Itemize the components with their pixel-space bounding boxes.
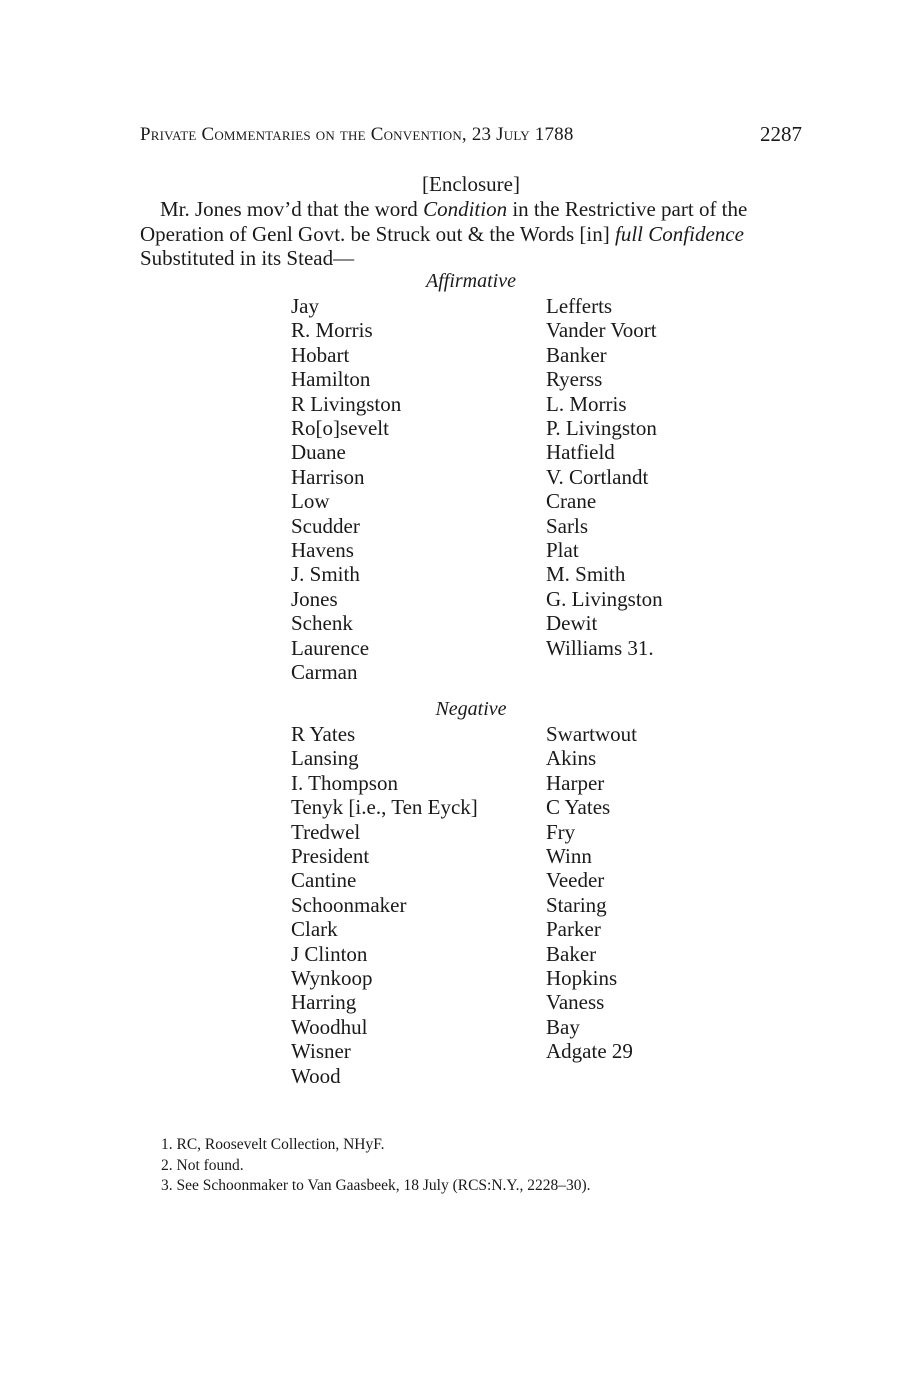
affirmative-name: Sarls — [546, 513, 588, 538]
affirmative-name: Crane — [546, 489, 597, 514]
footnote: 3. See Schoonmaker to Van Gaasbeek, 18 July (RCS:N.Y., 2228–30). — [161, 1177, 591, 1194]
affirmative-name: Williams 31. — [546, 635, 654, 660]
negative-name: Veeder — [546, 868, 605, 893]
affirmative-name: Jones — [291, 586, 338, 611]
negative-name: Woodhul — [291, 1014, 368, 1039]
affirmative-name: J. Smith — [291, 562, 360, 587]
affirmative-right-column — [546, 294, 663, 660]
negative-name: Akins — [546, 746, 597, 771]
negative-name: I. Thompson — [291, 770, 398, 795]
negative-name: Tenyk [i.e., Ten Eyck] — [291, 795, 478, 820]
negative-name: C Yates — [546, 795, 611, 820]
affirmative-name: Scudder — [291, 513, 360, 538]
motion-emphasis-condition: Condition — [423, 197, 508, 221]
negative-name: Bay — [546, 1014, 580, 1039]
affirmative-name: Low — [291, 489, 330, 514]
negative-name: Tredwel — [291, 819, 361, 844]
affirmative-name: R Livingston — [291, 391, 402, 416]
affirmative-name: V. Cortlandt — [546, 464, 649, 489]
affirmative-name: Dewit — [546, 611, 598, 636]
affirmative-name: Jay — [291, 294, 319, 318]
negative-name: Winn — [546, 844, 592, 869]
negative-name: Cantine — [291, 868, 357, 893]
affirmative-name: P. Livingston — [546, 416, 657, 441]
affirmative-heading: Affirmative — [426, 270, 516, 292]
negative-name: Wisner — [291, 1039, 351, 1064]
negative-left-column — [291, 722, 478, 1088]
negative-heading: Negative — [435, 698, 507, 720]
negative-name: Harring — [291, 990, 357, 1015]
motion-paragraph — [140, 197, 806, 271]
affirmative-name: Hatfield — [546, 440, 615, 465]
negative-right-column — [546, 722, 637, 1064]
affirmative-name: Plat — [546, 538, 579, 563]
negative-name: Swartwout — [546, 722, 637, 746]
affirmative-name: G. Livingston — [546, 586, 663, 611]
affirmative-name: Banker — [546, 342, 607, 367]
motion-text-1: Mr. Jones mov’d that the word — [160, 197, 424, 221]
negative-name: Hopkins — [546, 966, 618, 991]
affirmative-name: Havens — [291, 538, 354, 563]
running-head — [140, 124, 802, 152]
affirmative-name: Laurence — [291, 635, 370, 660]
footnote: 1. RC, Roosevelt Collection, NHyF. — [161, 1136, 385, 1153]
negative-name: Wynkoop — [291, 966, 373, 991]
page-number: 2287 — [760, 122, 802, 146]
footnote: 2. Not found. — [161, 1156, 244, 1174]
negative-name: Wood — [291, 1063, 341, 1088]
affirmative-name: Hamilton — [291, 367, 371, 392]
affirmative-name: Schenk — [291, 611, 353, 636]
negative-name: Parker — [546, 917, 601, 942]
affirmative-name: M. Smith — [546, 562, 626, 587]
negative-name: Vaness — [546, 990, 605, 1015]
affirmative-name: L. Morris — [546, 391, 627, 416]
negative-name: R Yates — [291, 722, 356, 746]
negative-name: Staring — [546, 892, 607, 917]
affirmative-name: Duane — [291, 440, 346, 465]
footnotes — [161, 1135, 591, 1197]
motion-text-2: in the Restrictive part of the Operation of Genl Govt. be Struck out & the Words [in] — [140, 197, 748, 246]
negative-name: Clark — [291, 917, 338, 942]
affirmative-name: Ro[o]sevelt — [291, 416, 389, 441]
affirmative-name: Vander Voort — [546, 318, 657, 343]
negative-name: J Clinton — [291, 941, 368, 966]
negative-name: Harper — [546, 770, 605, 795]
negative-name: Lansing — [291, 746, 359, 771]
affirmative-name: Harrison — [291, 464, 365, 489]
affirmative-name: Lefferts — [546, 294, 613, 318]
affirmative-name: Hobart — [291, 342, 350, 367]
enclosure-heading: [Enclosure] — [422, 172, 520, 196]
negative-name: President — [291, 844, 370, 869]
running-title: Private Commentaries on the Convention, 23 July 1788 — [140, 124, 574, 145]
affirmative-left-column — [291, 294, 401, 685]
negative-name: Baker — [546, 941, 597, 966]
motion-emphasis-full-confidence: full Confidence — [615, 221, 744, 246]
affirmative-name: R. Morris — [291, 318, 373, 343]
affirmative-name: Ryerss — [546, 367, 603, 392]
affirmative-name: Carman — [291, 660, 358, 685]
negative-name: Schoonmaker — [291, 892, 407, 917]
negative-name: Fry — [546, 819, 576, 844]
motion-text-3: Substituted in its Stead— — [140, 246, 355, 270]
negative-name: Adgate 29 — [546, 1039, 633, 1064]
